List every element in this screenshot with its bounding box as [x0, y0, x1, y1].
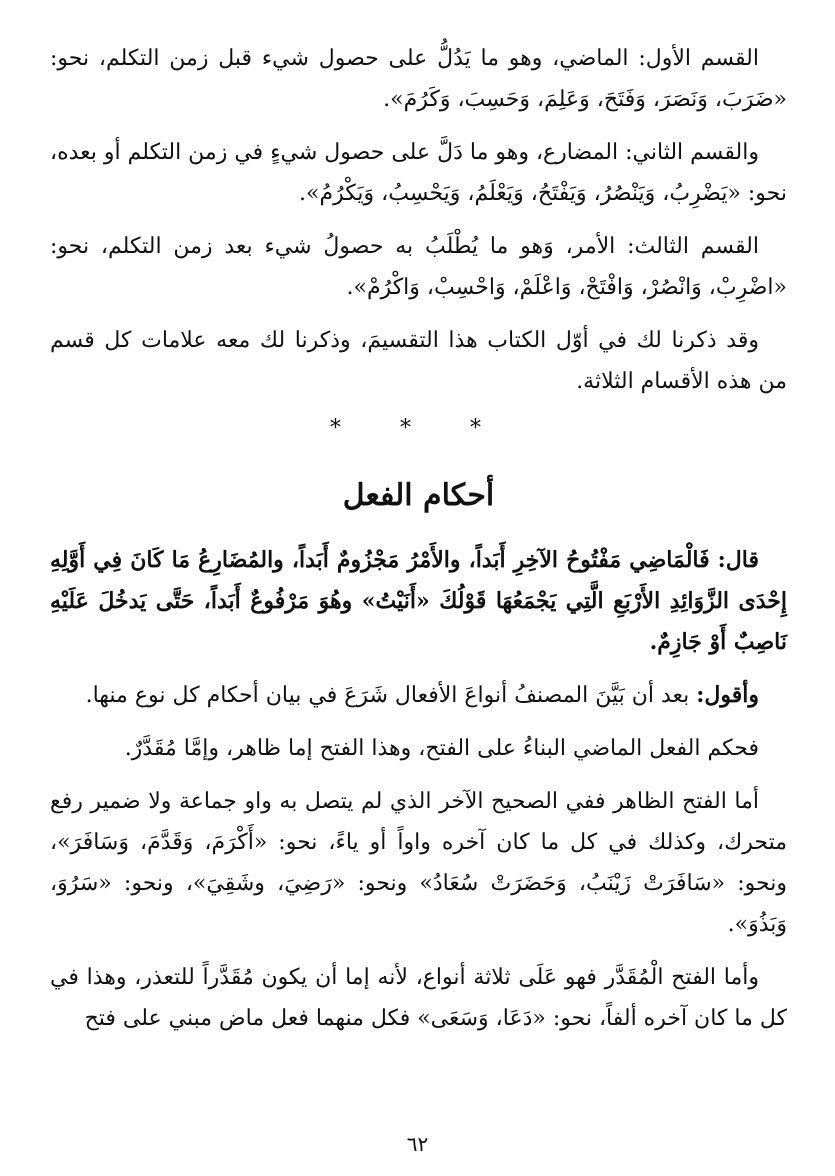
paragraph-apparent-fatha: أما الفتح الظاهر ففي الصحيح الآخر الذي لم يتصل به واو جماعة ولا ضمير رفع متحرك، وكذلك في كل ما كان آخره واواً أو ياءً، نحو: «أَكْرَمَ، وَقَدَّمَ، وَسَافَرَ»، ونحو: «سَافَرَتْ زَيْنَبُ، وَحَضَرَتْ سُعَادُ» ونحو: «رَضِيَ، وشَقِيَ»، ونحو: «سَرُوَ، وَبَذُوَ».	[50, 789, 787, 937]
section-separator: * * *	[330, 416, 507, 441]
paragraph-aqool	[50, 675, 787, 716]
paragraph-past-ruling: فحكم الفعل الماضي البناءُ على الفتح، وهذا الفتح إما ظاهر، وإمَّا مُقَدَّرٌ.	[124, 736, 759, 761]
paragraph-imperative: القسم الثالث: الأمر، وَهو ما يُطْلَبُ به حصولُ شيء بعد زمن التكلم، نحو: «اضْرِبْ، وَانْصُرْ، وَافْتَحْ، وَاعْلَمْ، وَاحْسِبْ، وَاكْرُمْ».	[50, 234, 787, 300]
author-quote: قال: فَالْمَاضِي مَفْتُوحُ الآخِرِ أَبَداً، والأَمْرُ مَجْزُومٌ أَبَداً، والمُضَارِعُ مَا كَانَ فِي أَوَّلِهِ إِحْدَى الزَّوَائِدِ الأَرْبَعِ الَّتِي يَجْمَعُهَا قَوْلُكَ «أَنَيْتُ» وهُوَ مَرْفُوعٌ أَبَداً، حَتَّى يَدخُلَ عَلَيْهِ نَاصِبٌ أَوْ جَازِمٌ.	[50, 547, 787, 655]
aqool-label: وأقول:	[696, 682, 759, 708]
paragraph-present-tense: والقسم الثاني: المضارع، وهو ما دَلَّ على حصول شيءٍ في زمن التكلم أو بعده، نحو: «يَضْرِبُ، وَيَنْصُرُ، وَيَفْتَحُ، وَيَعْلَمُ، وَيَحْسِبُ، وَيَكْرُمُ».	[50, 140, 787, 206]
paragraph-past-tense: القسم الأول: الماضي، وهو ما يَدُلُّ على حصول شيء قبل زمن التكلم، نحو: «ضَرَبَ، وَنَصَرَ، وَفَتَحَ، وَعَلِمَ، وَحَسِبَ، وَكَرُمَ».	[50, 46, 787, 112]
page-number: ٦٢	[406, 1132, 429, 1156]
paragraph-implied-fatha: وأما الفتح الْمُقَدَّر فهو عَلَى ثلاثة أنواع، لأنه إما أن يكون مُقَدَّراً للتعذر، وهذا في كل ما كان آخره ألفاً، نحو: «دَعَا، وَسَعَى» فكل منهما فعل ماض مبني على فتح	[50, 965, 787, 1031]
aqool-text: بعد أن بَيَّنَ المصنفُ أنواعَ الأفعال شَرَعَ في بيان أحكام كل نوع منها.	[85, 683, 697, 708]
paragraph-reference: وقد ذكرنا لك في أوّل الكتاب هذا التقسيمَ، وذكرنا لك معه علامات كل قسم من هذه الأقسام الثلاثة.	[50, 328, 787, 394]
page-content	[50, 38, 787, 1051]
section-title: أحكام الفعل	[342, 478, 495, 513]
